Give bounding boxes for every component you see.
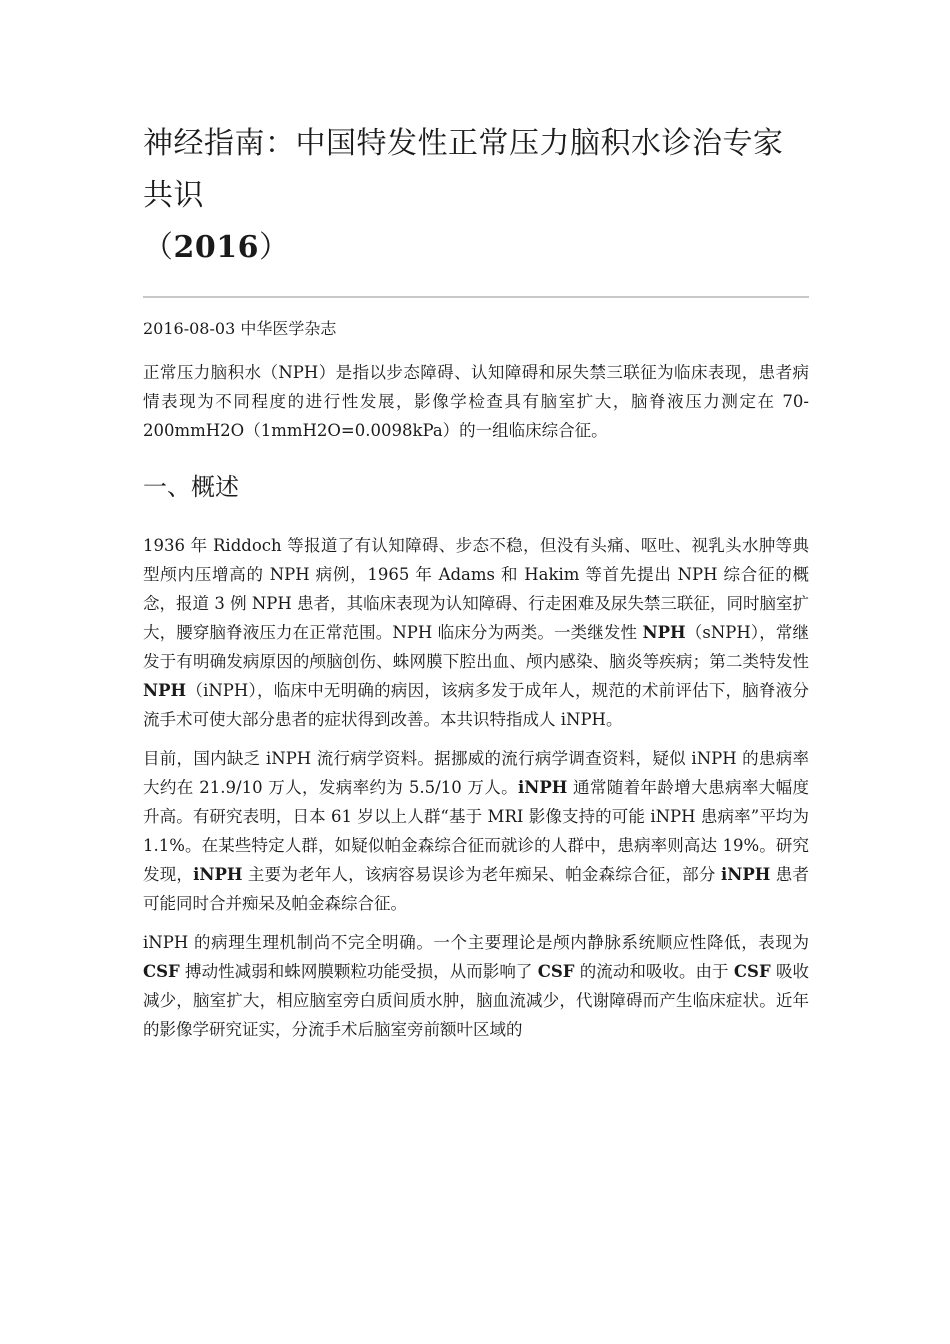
article-meta: 2016-08-03 中华医学杂志 xyxy=(143,319,337,338)
paragraph-history xyxy=(143,531,809,734)
text-run: 1936 年 Riddoch 等报道了有认知障碍、步态不稳，但没有头痛、呕吐、视乳头水肿等典型颅内压增高的 NPH 病例，1965 年 Adams 和 Hakim 等首先提出 NPH 综合征的概念，报道 3 例 NPH 患者，其临床表现为认知障碍、行走困难及尿失禁三联征，同时脑室扩大，腰穿脑脊液压力在正常范围。NPH 临床分为两类。一类继发性 xyxy=(143,536,809,642)
bold-run: CSF xyxy=(733,962,771,981)
bold-run: iNPH xyxy=(518,778,568,797)
text-run: 的流动和吸收。由于 xyxy=(574,962,734,981)
title-close-paren: ） xyxy=(259,230,290,265)
text-run: （iNPH），临床中无明确的病因，该病多发于成年人，规范的术前评估下，脑脊液分流手术可使大部分患者的症状得到改善。本共识特指成人 iNPH。 xyxy=(143,681,809,729)
text-run: 吸收减少，脑室扩大，相应脑室旁白质间质水肿，脑血流减少，代谢障碍而产生临床症状。近年的影像学研究证实，分流手术后脑室旁前额叶区域的 xyxy=(143,962,809,1039)
text-run: iNPH 的病理生理机制尚不完全明确。一个主要理论是颅内静脉系统顺应性降低，表现为 xyxy=(143,933,809,952)
bold-run: CSF xyxy=(143,962,180,981)
text-run: （sNPH），常继发于有明确发病原因的颅脑创伤、蛛网膜下腔出血、颅内感染、脑炎等疾病；第二类特发性 xyxy=(143,623,809,671)
intro-paragraph: 正常压力脑积水（NPH）是指以步态障碍、认知障碍和尿失禁三联征为临床表现，患者病情表现为不同程度的进行性发展，影像学检查具有脑室扩大，脑脊液压力测定在 70-200mmH2O（1mmH2O=0.0098kPa）的一组临床综合征。 xyxy=(143,363,809,440)
bold-run: CSF xyxy=(537,962,575,981)
bold-run: iNPH xyxy=(193,865,243,884)
text-run: 主要为老年人，该病容易误诊为老年痴呆、帕金森综合征，部分 xyxy=(242,865,721,884)
article xyxy=(143,118,809,1044)
text-run: 搏动性减弱和蛛网膜颗粒功能受损，从而影响了 xyxy=(179,962,538,981)
title-divider xyxy=(143,296,809,298)
title-open-paren: （ xyxy=(143,230,174,265)
title-line-1: 神经指南：中国特发性正常压力脑积水诊治专家共识 xyxy=(143,126,784,213)
title-year: 2016 xyxy=(173,230,259,265)
bold-run: NPH xyxy=(642,623,686,642)
text-run: 目前，国内缺乏 iNPH 流行病学资料。据挪威的流行病学调查资料，疑似 iNPH 的患病率大约在 21.9/10 万人，发病率约为 5.5/10 万人。 xyxy=(143,749,809,797)
text-run: 患者可能同时合并痴呆及帕金森综合征。 xyxy=(143,865,810,913)
bold-run: NPH xyxy=(143,681,187,700)
bold-run: iNPH xyxy=(721,865,771,884)
text-run: 通常随着年龄增大患病率大幅度升高。有研究表明，日本 61 岁以上人群“基于 MRI 影像支持的可能 iNPH 患病率”平均为 1.1%。在某些特定人群，如疑似帕金森综合征而就诊的人群中，患病率则高达 19%。研究发现， xyxy=(143,778,809,884)
section-heading-overview: 一、概述 xyxy=(143,473,239,501)
paragraph-pathophysiology xyxy=(143,928,809,1044)
article-title xyxy=(143,118,809,274)
paragraph-epidemiology xyxy=(143,744,809,918)
